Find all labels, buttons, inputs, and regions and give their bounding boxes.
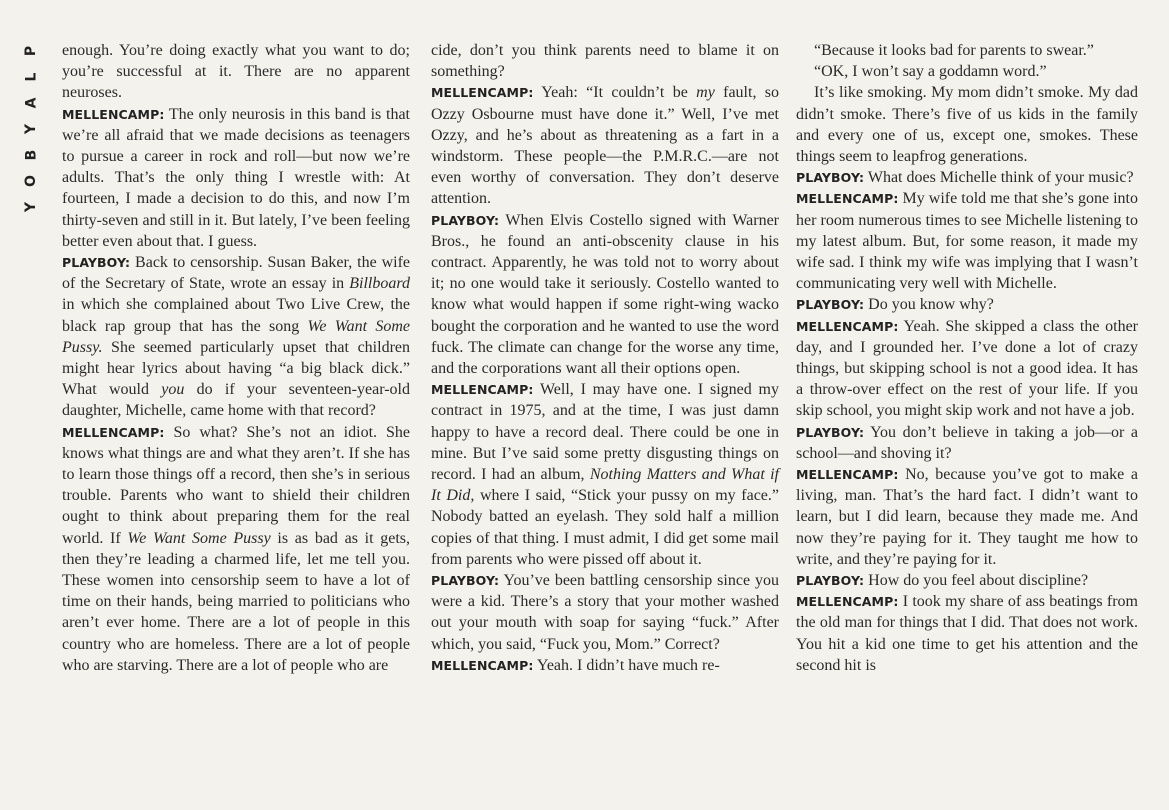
paragraph: [62, 40, 410, 104]
paragraph-text: So what? She’s not an idiot. She knows what things are and what they aren’t. If she has to learn those things off a record, then she’s in serious trouble. Parents who want to shield their children ought to think about preparing them for the real world. If: [62, 423, 410, 547]
paragraph-text: She seemed particularly upset that children might hear lyrics about having “a big black dick.” What would: [62, 338, 410, 399]
paragraph: [796, 40, 1138, 61]
speaker-label: MELLENCAMP:: [796, 318, 899, 334]
paragraph-text: It’s like smoking. My mom didn’t smoke. My dad didn’t smoke. There’s five of us kids in the family and every one of us, except one, smokes. These things seem to leapfrog generations.: [796, 84, 1138, 166]
italic-title: We Want Some Pussy.: [62, 317, 411, 356]
paragraph: [796, 464, 1138, 570]
speaker-label: PLAYBOY:: [796, 170, 865, 186]
paragraph: [796, 570, 1138, 591]
paragraph-text: Yeah. She skipped a class the other day, and I grounded her. I’ve done a lot of crazy things, but skipping school is not a good idea. It has a throw-over effect on the rest of your life. If you skip school, you might skip work and not have a job.: [796, 317, 1138, 420]
running-head-letter: L: [22, 72, 39, 82]
speaker-label: MELLENCAMP:: [431, 657, 534, 673]
speaker-label: PLAYBOY:: [431, 573, 500, 589]
paragraph-text: Do you know why?: [864, 296, 994, 314]
paragraph-text: Yeah: “It couldn’t be: [533, 84, 697, 102]
italic-title: you: [161, 381, 185, 399]
italic-title: Billboard: [349, 275, 410, 293]
paragraph-text: enough. You’re doing exactly what you want to do; you’re successful at it. There are no apparent neuroses.: [62, 42, 410, 102]
paragraph-text: “Because it looks bad for parents to swear.”: [814, 42, 1094, 59]
speaker-label: PLAYBOY:: [796, 573, 865, 589]
paragraph: [796, 294, 1138, 315]
paragraph: [431, 40, 779, 82]
running-head-letter: Y: [22, 123, 39, 135]
paragraph: [431, 655, 779, 676]
running-head: [18, 38, 44, 220]
paragraph: [796, 422, 1138, 464]
paragraph: [796, 167, 1138, 188]
paragraph-text: in which she complained about Two Live Crew, the black rap group that has the song: [62, 296, 410, 335]
speaker-label: MELLENCAMP:: [796, 191, 899, 207]
running-head-letter: Y: [22, 201, 39, 213]
paragraph: [431, 210, 779, 380]
paragraph: [796, 316, 1138, 422]
running-head-letter: P: [22, 45, 39, 57]
speaker-label: PLAYBOY:: [796, 297, 865, 313]
speaker-label: PLAYBOY:: [62, 255, 131, 271]
paragraph-text: No, because you’ve got to make a living, man. That’s the hard fact. I didn’t want to learn, but I did learn, because they made me. And now they’re paying for it. They taught me how to write, and they’re paying for it.: [796, 466, 1138, 568]
paragraph-text: How do you feel about discipline?: [864, 572, 1089, 590]
text-column-1: [62, 40, 410, 676]
paragraph: [431, 570, 779, 655]
paragraph-text: do if your seventeen-year-old daughter, Michelle, came home with that record?: [62, 381, 410, 420]
paragraph-text: Well, I may have one. I signed my contract in 1975, and at the time, I was just damn happy to have a record deal. There could be one in mine. But I’ve said some pretty disgusting things on record. I had an album,: [431, 381, 779, 484]
speaker-label: MELLENCAMP:: [431, 382, 534, 398]
paragraph: [431, 379, 779, 570]
paragraph-text: You don’t believe in taking a job—or a school—and shoving it?: [796, 423, 1138, 462]
paragraph-text: cide, don’t you think parents need to blame it on something?: [431, 42, 779, 81]
running-head-letter: A: [23, 97, 39, 109]
paragraph-text: When Elvis Costello signed with Warner Bros., he found an anti-obscenity clause in his contract. Apparently, he was told not to worry about it; no one would take it seriously. Costello wanted to know what would happen if some right-wing wacko bought the corporation and he wanted to use the word fuck. The climate can change for the worse any time, and the corporations want all their options open.: [431, 211, 779, 378]
paragraph: [796, 591, 1138, 676]
paragraph: [62, 252, 410, 422]
paragraph-text: I took my share of ass beatings from the old man for things that I did. That does not work. You hit a kid one time to get his attention and the second hit is: [796, 593, 1138, 674]
paragraph-text: is as bad as it gets, then they’re leading a charmed life, let me tell you. These women into censorship seem to have a lot of time on their hands, being married to politicians who aren’t ever home. There are a lot of people in this country who are homeless. There are a lot of people who are starving. There are a lot of people who are: [62, 529, 411, 674]
paragraph: [431, 82, 779, 209]
speaker-label: MELLENCAMP:: [796, 467, 899, 483]
text-column-2: [431, 40, 779, 676]
paragraph: [62, 422, 410, 676]
paragraph: [796, 82, 1138, 167]
paragraph: [62, 104, 410, 252]
speaker-label: MELLENCAMP:: [431, 85, 534, 101]
paragraph: [796, 188, 1138, 294]
paragraph-text: My wife told me that she’s gone into her room numerous times to see Michelle listening to my latest album. But, for some reason, it made my wife sad. I think my wife was implying that I wasn’t communicating very well with Michelle.: [796, 190, 1138, 293]
running-head-letter: O: [23, 175, 39, 187]
running-head-letter: B: [22, 149, 39, 161]
speaker-label: MELLENCAMP:: [796, 594, 899, 610]
paragraph-text: What does Michelle think of your music?: [864, 169, 1134, 187]
paragraph-text: “OK, I won’t say a goddamn word.”: [814, 63, 1047, 81]
paragraph-text: fault, so Ozzy Osbourne must have done it.” Well, I’ve met Ozzy, and he’s about as threatening as a fart in a windstorm. These people—the P.M.R.C.—are not even worthy of conversation. They don’t deserve attention.: [431, 84, 780, 208]
speaker-label: MELLENCAMP:: [62, 106, 165, 122]
italic-title: Nothing Matters and What if It Did,: [431, 466, 780, 505]
paragraph-text: where I said, “Stick your pussy on my face.” Nobody batted an eyelash. They sold half a million copies of that thing. I must admit, I did get some mail from parents who were pissed off about it.: [431, 487, 780, 568]
text-column-3: [796, 40, 1138, 676]
italic-title: my: [696, 84, 715, 102]
speaker-label: PLAYBOY:: [796, 424, 865, 440]
paragraph-text: The only neurosis in this band is that we’re all afraid that we made decisions as teenagers to pursue a career in rock and roll—but now we’re adults. That’s the only thing I wrestle with: At fourteen, I made a decision to do this, and now I’m thirty-seven and still in it. But lately, I’ve been feeling better even about that. I guess.: [62, 105, 410, 250]
speaker-label: MELLENCAMP:: [62, 424, 165, 440]
paragraph: [796, 61, 1138, 82]
paragraph-text: Yeah. I didn’t have much re-: [533, 656, 720, 674]
paragraph-text: You’ve been battling censorship since you were a kid. There’s a story that your mother washed out your mouth with soap for saying “fuck.” After which, you said, “Fuck you, Mom.” Correct?: [431, 572, 779, 653]
italic-title: We Want Some Pussy: [127, 529, 271, 547]
paragraph-text: Back to censorship. Susan Baker, the wife of the Secretary of State, wrote an essay in: [62, 254, 410, 293]
speaker-label: PLAYBOY:: [431, 212, 500, 228]
